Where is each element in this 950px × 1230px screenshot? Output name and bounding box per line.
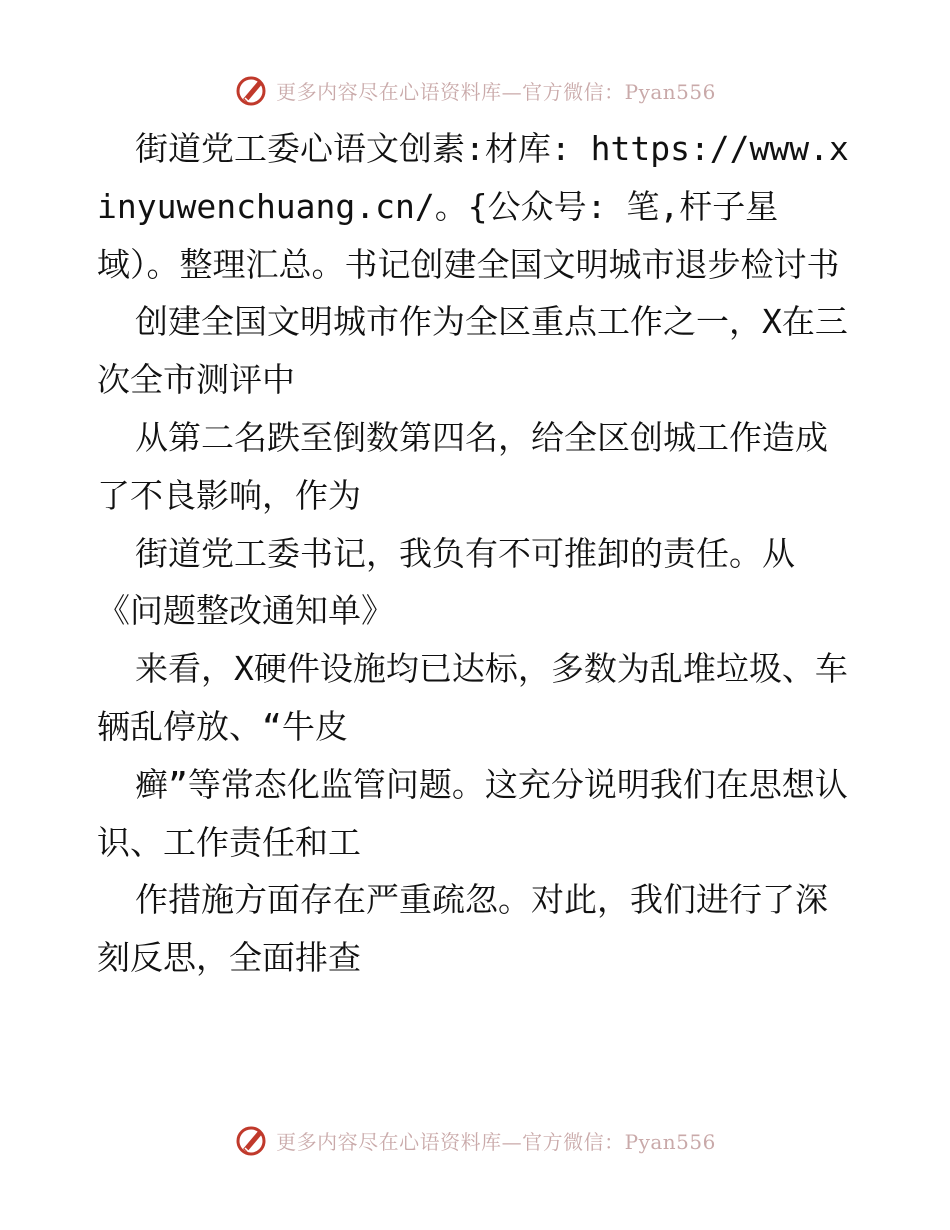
- header-banner: [0, 68, 950, 112]
- document-body: [97, 120, 857, 987]
- banner-text: 更多内容尽在心语资料库—官方微信：Pyan556: [276, 79, 716, 104]
- banner-text: 更多内容尽在心语资料库—官方微信：Pyan556: [276, 1129, 716, 1154]
- paragraph: 从第二名跌至倒数第四名，给全区创城工作造成了不良影响，作为: [97, 417, 828, 515]
- paragraph: 作措施方面存在严重疏忽。对此，我们进行了深刻反思，全面排查: [97, 880, 828, 978]
- paragraph: 创建全国文明城市作为全区重点工作之一，X在三次全市测评中: [97, 302, 848, 400]
- pen-in-circle-logo-icon: [234, 1122, 270, 1158]
- paragraph: 街道党工委书记，我负有不可推卸的责任。从《问题整改通知单》: [97, 533, 795, 631]
- footer-banner: [0, 1118, 950, 1162]
- paragraph: 来看，X硬件设施均已达标，多数为乱堆垃圾、车辆乱停放、“牛皮: [97, 649, 848, 746]
- pen-in-circle-logo-icon: [234, 72, 270, 108]
- paragraph: 癣”等常态化监管问题。这充分说明我们在思想认识、工作责任和工: [97, 764, 848, 862]
- paragraph: 街道党工委心语文创素:材库: https://www.xinyuwenchuang.cn/。{公众号: 笔,杆子星域）。整理汇总。书记创建全国文明城市退步检讨书: [97, 129, 849, 284]
